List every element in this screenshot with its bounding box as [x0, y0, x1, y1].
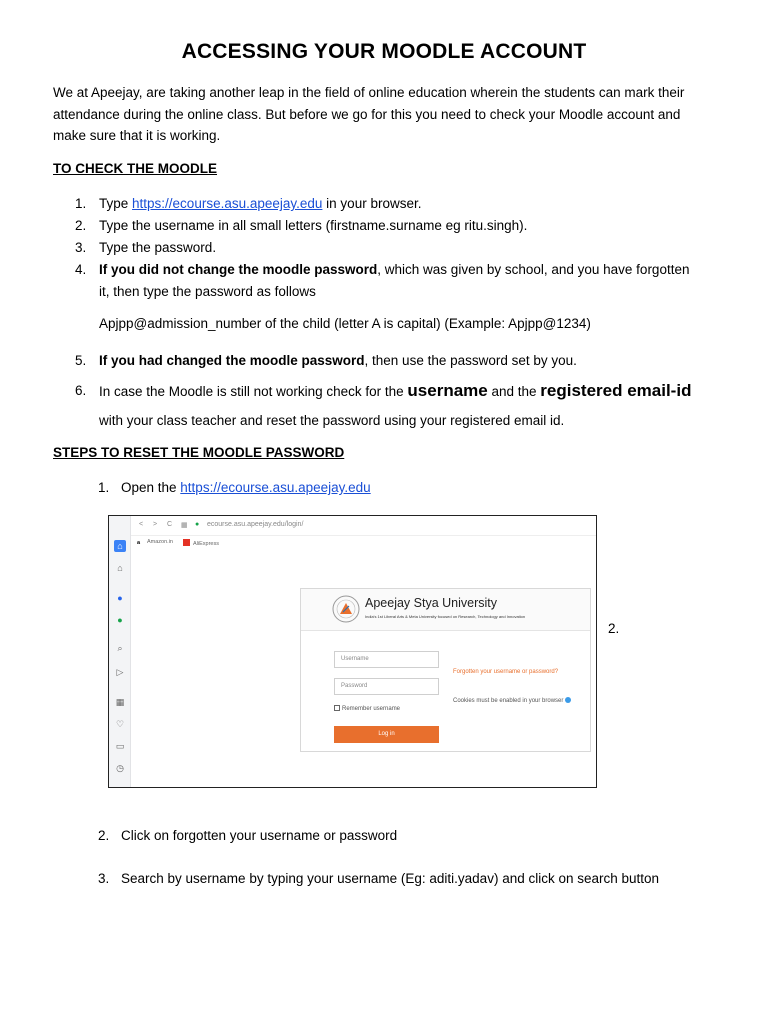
step-text: Type: [99, 196, 133, 211]
browser-sidebar: [109, 516, 131, 787]
bookmark-label: Amazon.in: [147, 539, 173, 545]
step-bold-text: If you did not change the moodle password: [99, 262, 378, 277]
list-item: [53, 480, 703, 495]
username-input[interactable]: Username: [334, 651, 439, 668]
university-tagline: India's 1st Liberal Arts & Meta University focused on Research, Technology and Innovation: [365, 614, 526, 619]
list-number: 4.: [75, 262, 87, 277]
check-steps-list-continued: [53, 350, 703, 435]
step-text: Open the: [121, 480, 181, 495]
list-item: [53, 193, 703, 215]
page-title: ACCESSING YOUR MOODLE ACCOUNT: [181, 40, 587, 63]
step-text: , which was given by school, and you have forgotten it, then type the password as follows: [99, 262, 690, 299]
list-item: [53, 871, 703, 886]
step-text: Click on forgotten your username or password: [121, 828, 398, 843]
list-item: [53, 215, 703, 237]
home-icon: ⌂: [114, 540, 126, 552]
step-bold-text: If you had changed the moodle password: [99, 353, 365, 368]
list-item: [53, 237, 703, 259]
lock-icon: ●: [195, 521, 200, 528]
list-number: 3.: [98, 871, 110, 886]
list-number: 3.: [75, 240, 87, 255]
apps-icon: ▦: [115, 697, 125, 707]
step-text: and the: [487, 384, 541, 399]
step-text: Type the password.: [99, 240, 217, 255]
bookmark-aliexpress: [183, 539, 219, 547]
university-logo-icon: [331, 594, 361, 624]
check-steps-list: [53, 193, 703, 303]
bookmarks-bar: [131, 537, 596, 551]
reset-password-heading: STEPS TO RESET THE MOODLE PASSWORD: [53, 445, 345, 460]
reload-icon: C: [167, 521, 173, 528]
list-number: 1.: [75, 196, 87, 211]
list-item: [53, 828, 703, 843]
browser-address-bar: [131, 516, 596, 536]
list-number: 2.: [75, 218, 87, 233]
remember-checkbox[interactable]: [334, 705, 340, 711]
grid-icon: ▦: [181, 522, 188, 529]
amazon-icon: a: [137, 540, 141, 546]
help-icon[interactable]: [565, 697, 571, 703]
bookmark-amazon: [137, 539, 173, 547]
house-icon: ⌂: [117, 563, 123, 573]
step-text: In case the Moodle is still not working check for the: [99, 384, 408, 399]
remember-username[interactable]: [334, 705, 400, 712]
list-number: 6.: [75, 383, 87, 398]
step-text: with your class teacher and reset the password using your registered email id.: [99, 413, 565, 428]
messenger-icon: ●: [117, 593, 123, 603]
forgotten-link[interactable]: Forgotten your username or password?: [453, 669, 559, 675]
notes-icon: ▭: [115, 741, 125, 751]
cookies-text: Cookies must be enabled in your browser: [453, 698, 564, 704]
list-item: [53, 350, 703, 372]
password-format-example: Apjpp@admission_number of the child (letter A is capital) (Example: Apjpp@1234): [99, 316, 591, 331]
clock-icon: ◷: [116, 763, 124, 773]
moodle-url-link[interactable]: https://ecourse.asu.apeejay.edu: [180, 480, 371, 495]
back-icon: <: [139, 521, 144, 528]
side-step-number: 2.: [608, 621, 620, 636]
login-page-screenshot: [108, 515, 597, 788]
password-input[interactable]: Password: [334, 678, 439, 695]
university-name: Apeejay Stya University: [365, 596, 498, 610]
username-emphasis: username: [407, 381, 488, 400]
list-item: [53, 376, 703, 435]
university-banner: [301, 589, 590, 631]
step-text: in your browser.: [322, 196, 422, 211]
reset-step-3: [53, 871, 703, 886]
step-text: , then use the password set by you.: [364, 353, 577, 368]
email-emphasis: registered email-id: [540, 381, 692, 400]
moodle-url-link[interactable]: https://ecourse.asu.apeejay.edu: [132, 196, 323, 211]
whatsapp-icon: ●: [117, 615, 123, 625]
search-icon: ⌕: [117, 643, 123, 653]
heart-icon: ♡: [115, 719, 125, 729]
moodle-login-panel: [300, 588, 591, 752]
list-number: 1.: [98, 480, 110, 495]
step-text: Type the username in all small letters (firstname.surname eg ritu.singh).: [99, 218, 528, 233]
reset-step-2: [53, 828, 703, 843]
reset-step-1: [53, 480, 703, 495]
aliexpress-icon: [183, 539, 190, 546]
remember-label: Remember username: [342, 706, 401, 712]
list-item: [53, 259, 703, 303]
url-text: ecourse.asu.apeejay.edu/login/: [207, 521, 304, 528]
bookmark-label: AliExpress: [193, 541, 219, 547]
send-icon: ▷: [116, 667, 124, 677]
step-text: Search by username by typing your username (Eg: aditi.yadav) and click on search button: [121, 871, 660, 886]
forward-icon: >: [153, 521, 158, 528]
login-button[interactable]: Log in: [334, 726, 439, 743]
list-number: 2.: [98, 828, 110, 843]
cookies-note: [453, 697, 573, 706]
check-moodle-heading: TO CHECK THE MOODLE: [53, 161, 218, 176]
intro-paragraph: We at Apeejay, are taking another leap in the field of online education wherein the students can mark their attendance during the online class. But before we go for this you need to check your Moodle account and make sure that it is working.: [53, 85, 685, 143]
list-number: 5.: [75, 353, 87, 368]
